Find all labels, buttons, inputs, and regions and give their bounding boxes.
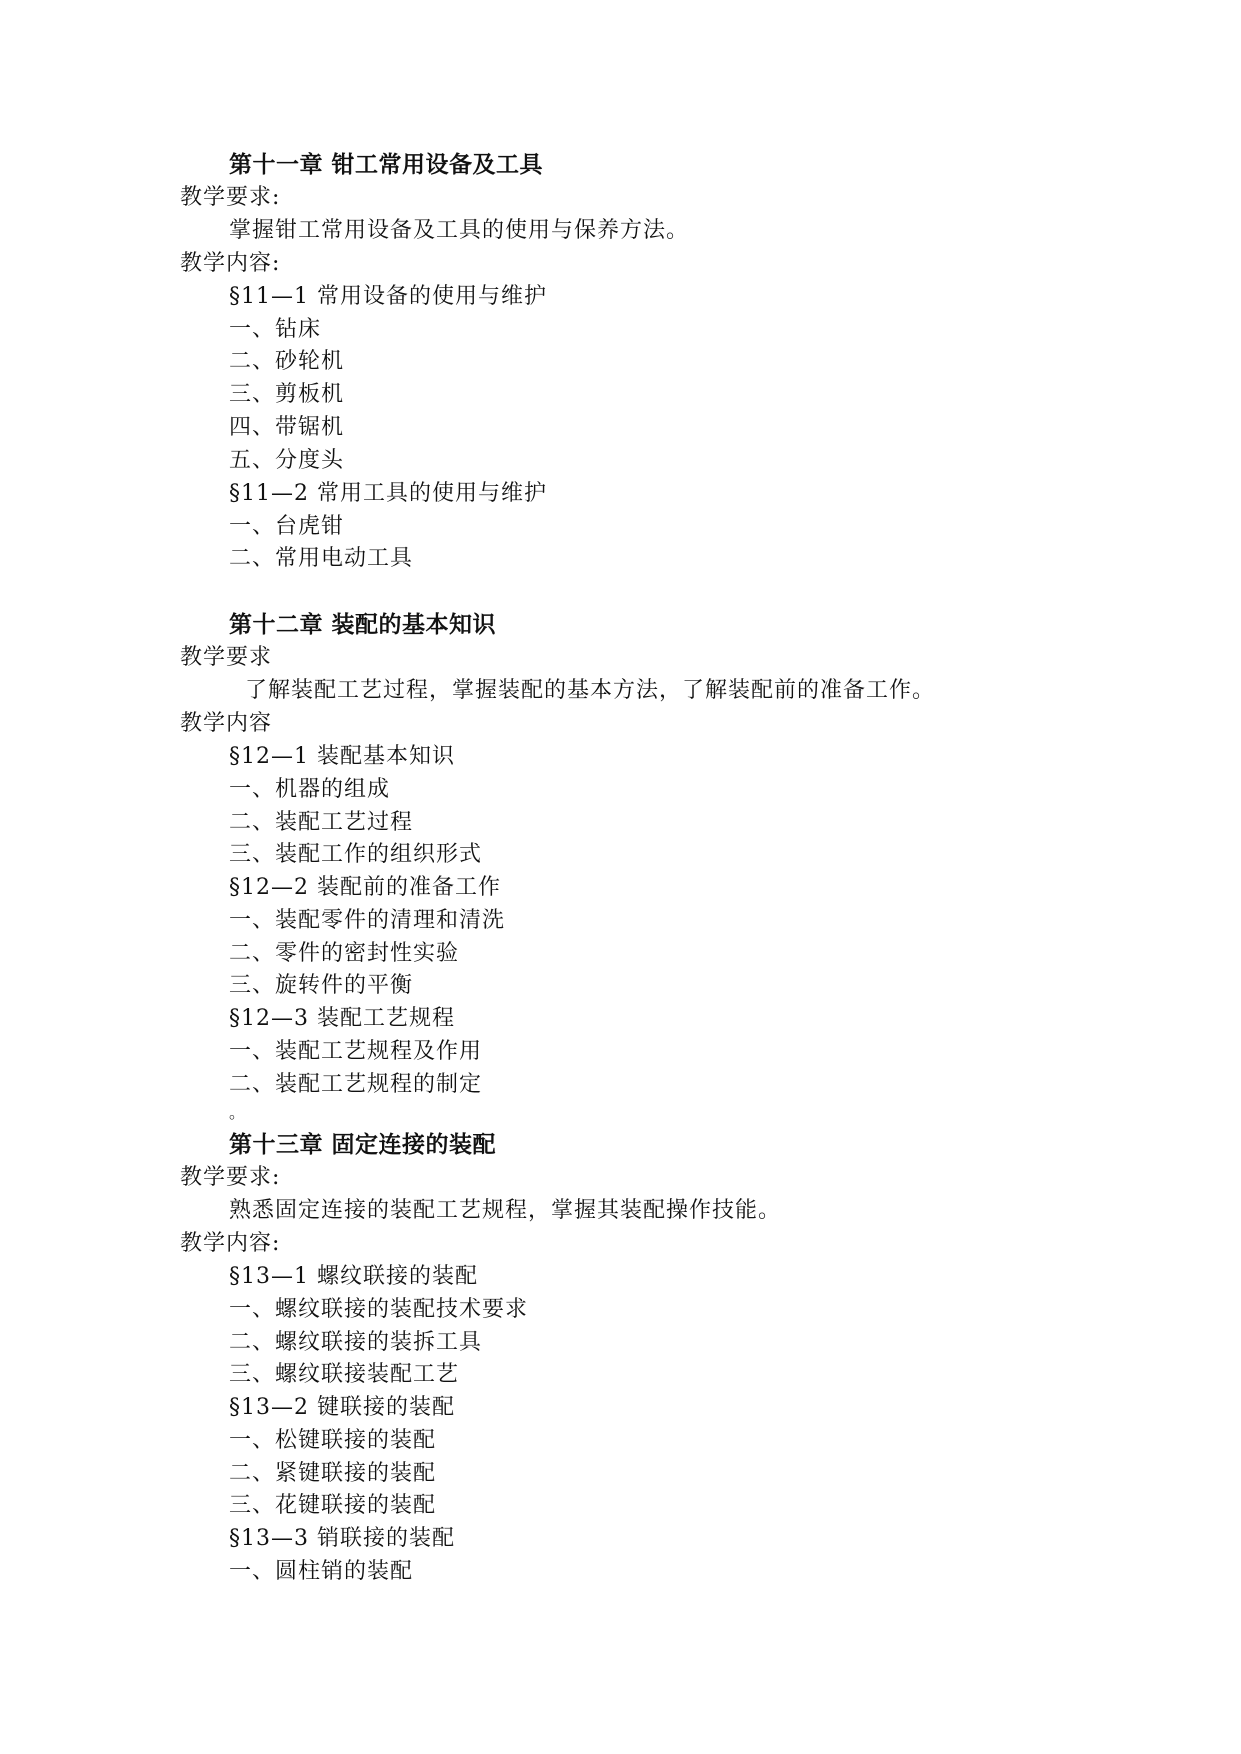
list-item: 一、装配零件的清理和清洗 xyxy=(229,908,506,933)
section-heading: §12—2 装配前的准备工作 xyxy=(229,875,501,900)
list-item: 五、分度头 xyxy=(229,448,345,473)
list-item: 一、松键联接的装配 xyxy=(229,1428,437,1453)
list-item: 二、装配工艺规程的制定 xyxy=(229,1072,483,1097)
list-item: 一、钻床 xyxy=(229,317,322,342)
list-item: 三、花键联接的装配 xyxy=(229,1493,437,1518)
list-item: 二、常用电动工具 xyxy=(229,546,414,571)
list-item: 四、带锯机 xyxy=(229,415,345,440)
section-heading: §12—1 装配基本知识 xyxy=(229,744,455,769)
section-heading: §11—1 常用设备的使用与维护 xyxy=(229,284,547,309)
section-heading: §12—3 装配工艺规程 xyxy=(229,1006,455,1031)
stray-punctuation: 。 xyxy=(229,1103,246,1122)
ch13-requirements-text: 熟悉固定连接的装配工艺规程，掌握其装配操作技能。 xyxy=(229,1198,782,1223)
section-heading: §13—3 销联接的装配 xyxy=(229,1526,455,1551)
section-heading: §13—1 螺纹联接的装配 xyxy=(229,1264,478,1289)
ch12-requirements-text: 了解装配工艺过程，掌握装配的基本方法，了解装配前的准备工作。 xyxy=(245,678,936,703)
list-item: 二、螺纹联接的装拆工具 xyxy=(229,1330,483,1355)
list-item: 三、剪板机 xyxy=(229,382,345,407)
ch11-requirements-label: 教学要求: xyxy=(180,185,281,210)
chapter-11-title: 第十一章 钳工常用设备及工具 xyxy=(229,152,544,178)
list-item: 一、螺纹联接的装配技术要求 xyxy=(229,1297,529,1322)
ch11-content-label: 教学内容: xyxy=(180,251,281,276)
list-item: 三、螺纹联接装配工艺 xyxy=(229,1362,460,1387)
list-item: 一、台虎钳 xyxy=(229,514,345,539)
list-item: 二、装配工艺过程 xyxy=(229,810,414,835)
list-item: 三、旋转件的平衡 xyxy=(229,973,414,998)
list-item: 二、紧键联接的装配 xyxy=(229,1461,437,1486)
list-item: 三、装配工作的组织形式 xyxy=(229,842,483,867)
ch13-content-label: 教学内容: xyxy=(180,1231,281,1256)
ch11-requirements-text: 掌握钳工常用设备及工具的使用与保养方法。 xyxy=(229,218,690,243)
ch12-requirements-label: 教学要求 xyxy=(180,645,273,670)
list-item: 一、装配工艺规程及作用 xyxy=(229,1039,483,1064)
list-item: 二、砂轮机 xyxy=(229,349,345,374)
list-item: 一、圆柱销的装配 xyxy=(229,1559,414,1584)
list-item: 二、零件的密封性实验 xyxy=(229,941,460,966)
ch13-requirements-label: 教学要求: xyxy=(180,1165,281,1190)
list-item: 一、机器的组成 xyxy=(229,777,391,802)
chapter-12-title: 第十二章 装配的基本知识 xyxy=(229,612,497,638)
chapter-13-title: 第十三章 固定连接的装配 xyxy=(229,1132,497,1158)
section-heading: §11—2 常用工具的使用与维护 xyxy=(229,481,547,506)
section-heading: §13—2 键联接的装配 xyxy=(229,1395,455,1420)
ch12-content-label: 教学内容 xyxy=(180,711,273,736)
